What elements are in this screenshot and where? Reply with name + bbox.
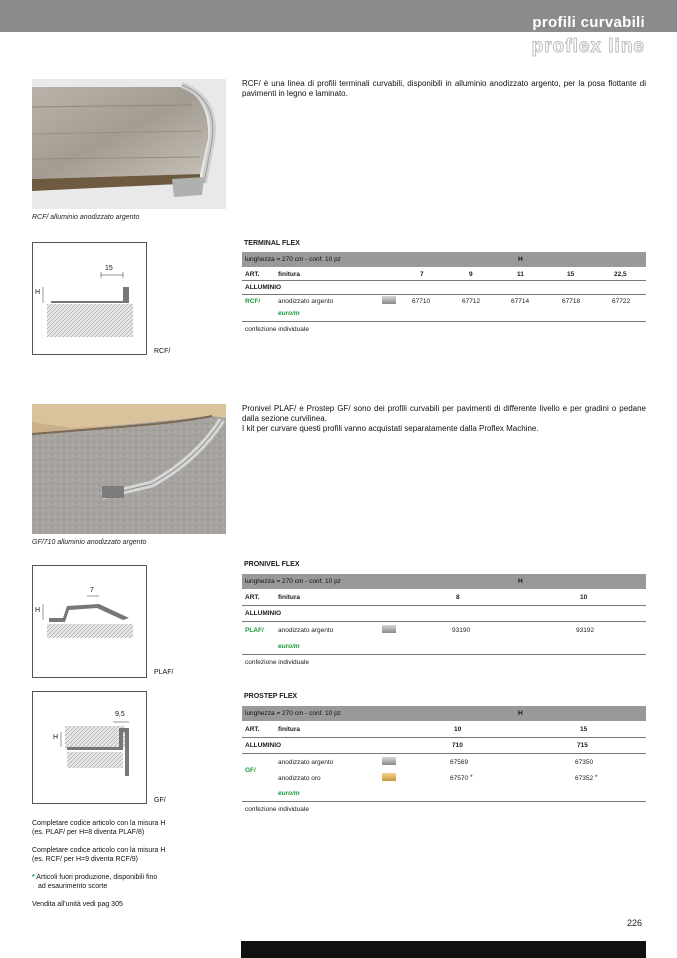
plaf-drawing-box — [32, 565, 147, 678]
note-text: Articoli fuori produzione, disponibili fino — [36, 874, 158, 881]
note-line: (es. RCF/ per H=9 diventa RCF/9) — [32, 856, 139, 863]
finish-label: anodizzato argento — [278, 627, 334, 634]
size-col: 22,5 — [614, 271, 627, 278]
divider — [242, 280, 646, 281]
table-footer: confezione individuale — [245, 806, 309, 813]
article-number: 67570 — [450, 775, 469, 782]
divider — [242, 605, 646, 606]
material-code: 710 — [452, 742, 463, 749]
rcf-dim-width: 15 — [105, 265, 113, 272]
col-finish: finitura — [278, 726, 301, 733]
col-finish: finitura — [278, 271, 301, 278]
prostep-flex-table — [242, 693, 646, 818]
size-col: 7 — [420, 271, 424, 278]
size-col: 15 — [567, 271, 575, 278]
silver-swatch — [382, 625, 396, 633]
gf-drawing-box — [32, 691, 147, 804]
article-number: 67722 — [612, 298, 631, 305]
bar-left: lunghezza = 270 cm - conf. 10 pz — [245, 710, 341, 717]
silver-swatch — [382, 296, 396, 304]
article-number: 67714 — [511, 298, 530, 305]
note-line: (es. PLAF/ per H=8 diventa PLAF/8) — [32, 829, 145, 836]
plaf-dim-width: 7 — [90, 587, 94, 594]
table-bar — [242, 706, 646, 721]
gf-photo-caption: GF/710 alluminio anodizzato argento — [32, 539, 147, 546]
col-art: ART. — [245, 594, 260, 601]
page-title: profili curvabili — [532, 14, 645, 31]
article-code: RCF/ — [245, 298, 261, 305]
divider — [242, 621, 646, 622]
material-code: 715 — [577, 742, 588, 749]
bar-h: H — [518, 578, 523, 585]
article-number: 93190 — [452, 627, 471, 634]
divider — [242, 753, 646, 754]
gf-box-label: GF/ — [154, 797, 166, 804]
out-of-production-star: * — [470, 774, 473, 781]
material-row: ALLUMINIO — [245, 284, 282, 291]
rcf-photo-caption: RCF/ alluminio anodizzato argento — [32, 214, 140, 221]
page-number: 226 — [627, 918, 643, 928]
rcf-description: RCF/ è una linea di profili terminali curvabili, disponibili in alluminio anodizzato argento, per la posa flottante di pavimenti in legno e laminato. — [242, 79, 646, 98]
terminal-flex-table — [242, 240, 646, 340]
rcf-box-label: RCF/ — [154, 348, 171, 355]
page-subtitle: proflex line — [531, 36, 645, 57]
size-col: 10 — [580, 594, 588, 601]
material-row: ALLUMINIO — [245, 742, 282, 749]
gf-description-2: I kit per curvare questi profili vanno acquistati separatamente dalla Proflex Machine. — [242, 424, 539, 433]
table-title: PROSTEP FLEX — [244, 693, 298, 700]
divider — [242, 321, 646, 322]
finish-label: anodizzato argento — [278, 759, 334, 766]
table-title: PRONIVEL FLEX — [244, 561, 300, 568]
size-col: 10 — [454, 726, 462, 733]
article-code: PLAF/ — [245, 627, 264, 634]
article-number: 67350 — [575, 759, 594, 766]
bar-h: H — [518, 256, 523, 263]
price-label: euro/m — [278, 310, 300, 317]
material-row: ALLUMINIO — [245, 610, 282, 617]
divider — [242, 801, 646, 802]
gf-description-1: Pronivel PLAF/ e Prostep GF/ sono dei profili curvabili per pavimenti di differente livello e per gradini o pedane dalla sezione curvilinea. — [242, 404, 646, 423]
divider — [242, 654, 646, 655]
bar-left: lunghezza = 270 cm - conf. 10 pz — [245, 256, 341, 263]
table-footer: confezione individuale — [245, 326, 309, 333]
rcf-drawing-box — [32, 242, 147, 355]
rcf-photo — [32, 79, 226, 209]
article-code: GF/ — [245, 767, 256, 774]
pronivel-flex-table — [242, 561, 646, 671]
article-number: 93192 — [576, 627, 595, 634]
finish-label: anodizzato argento — [278, 298, 334, 305]
gf-dim-width: 9,5 — [115, 711, 125, 718]
note-line: Vendita all'unità vedi pag 305 — [32, 901, 123, 908]
price-label: euro/m — [278, 790, 300, 797]
gf-dim-h: H — [53, 734, 59, 741]
article-number: 67569 — [450, 759, 469, 766]
bar-left: lunghezza = 270 cm - conf. 10 pz — [245, 578, 341, 585]
note-line: Completare codice articolo con la misura H — [32, 847, 166, 854]
rcf-dim-h: H — [35, 289, 41, 296]
finish-label: anodizzato oro — [278, 775, 321, 782]
gold-swatch — [382, 773, 396, 781]
note-line — [32, 873, 222, 882]
divider — [242, 294, 646, 295]
gf-photo — [32, 404, 226, 534]
article-number: 67712 — [462, 298, 481, 305]
footnotes — [32, 819, 222, 909]
note-star: * — [32, 874, 35, 881]
col-finish: finitura — [278, 594, 301, 601]
table-bar — [242, 252, 646, 267]
table-bar — [242, 574, 646, 589]
article-number: 67718 — [562, 298, 581, 305]
bar-h: H — [518, 710, 523, 717]
col-art: ART. — [245, 726, 260, 733]
size-col: 9 — [469, 271, 473, 278]
size-col: 15 — [580, 726, 588, 733]
divider — [242, 737, 646, 738]
col-art: ART. — [245, 271, 260, 278]
table-footer: confezione individuale — [245, 659, 309, 666]
note-line: Completare codice articolo con la misura H — [32, 820, 166, 827]
plaf-box-label: PLAF/ — [154, 669, 174, 676]
price-label: euro/m — [278, 643, 300, 650]
article-number: 67710 — [412, 298, 431, 305]
note-line: ad esaurimento scorte — [38, 883, 108, 890]
out-of-production-star: * — [595, 774, 598, 781]
footer-bar — [241, 941, 646, 958]
article-number: 67352 — [575, 775, 594, 782]
size-col: 11 — [517, 271, 524, 278]
silver-swatch — [382, 757, 396, 765]
size-col: 8 — [456, 594, 460, 601]
plaf-dim-h: H — [35, 607, 41, 614]
table-title: TERMINAL FLEX — [244, 240, 300, 247]
